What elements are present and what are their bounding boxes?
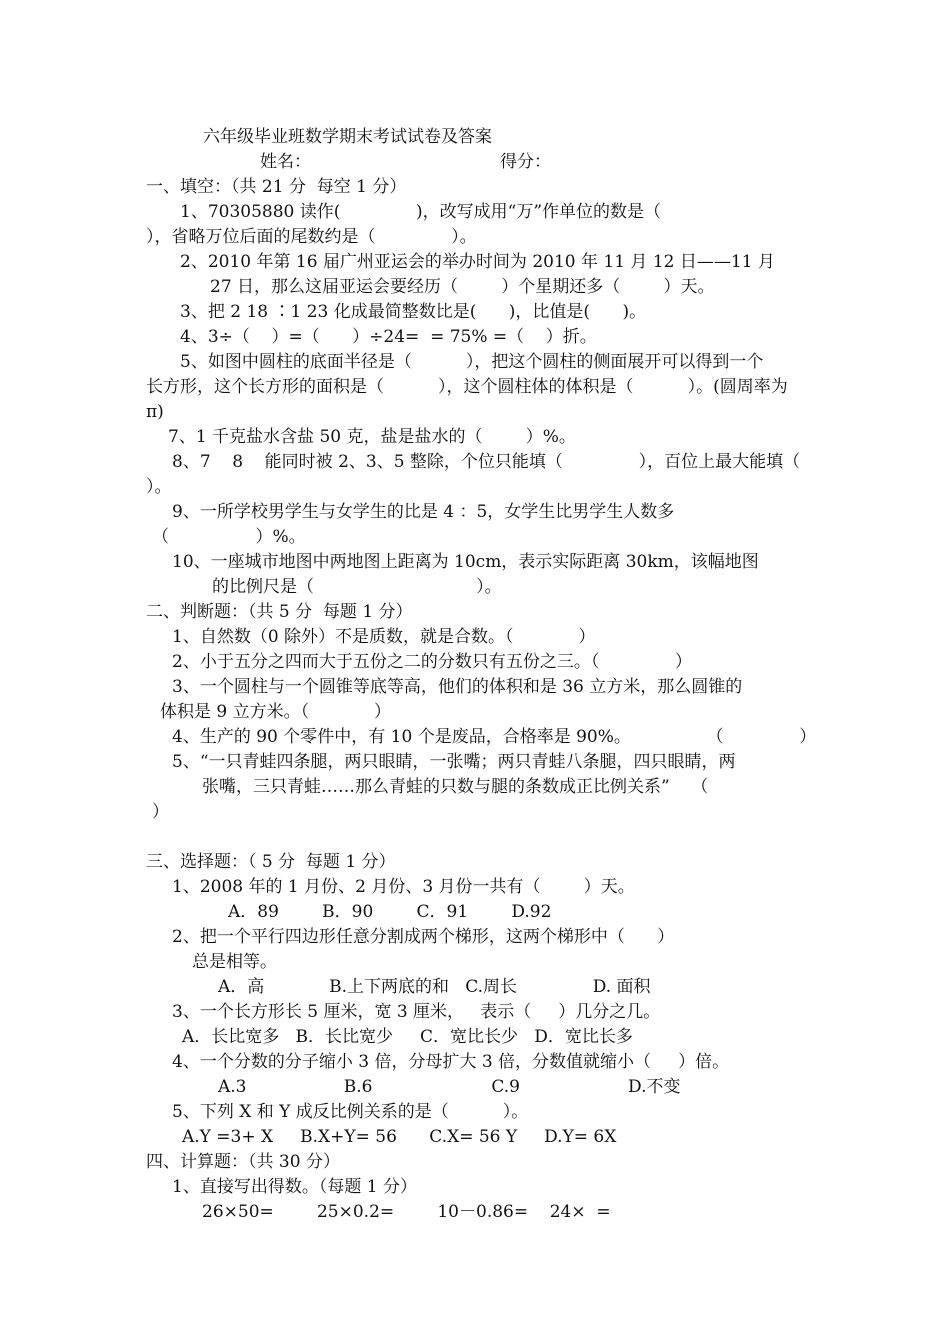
s2-q5-line3: ） bbox=[152, 802, 169, 822]
s1-q10-line1: 10、一座城市地图中两地图上距离为 10cm，表示实际距离 30km，该幅地图 bbox=[172, 552, 759, 572]
s3-q4: 4、一个分数的分子缩小 3 倍，分母扩大 3 倍，分数值就缩小（ ）倍。 bbox=[172, 1052, 730, 1072]
s1-q2-line1: 2、2010 年第 16 届广州亚运会的举办时间为 2010 年 11 月 12 日——11 月 bbox=[180, 252, 775, 272]
name-label: 姓名： bbox=[260, 152, 311, 172]
s3-q1: 1、2008 年的 1 月份、2 月份、3 月份一共有（ ）天。 bbox=[172, 877, 635, 897]
s2-q5-line2: 张嘴，三只青蛙……那么青蛙的只数与腿的条数成正比例关系” （ bbox=[202, 777, 709, 797]
s1-q3: 3、把 2 18 ∶1 23 化成最简整数比是( )，比值是( )。 bbox=[180, 302, 647, 322]
s4-q1-items: 26×50= 25×0.2= 10－0.86= 24× = bbox=[202, 1202, 611, 1222]
s1-q7: 7、1 千克盐水含盐 50 克，盐是盐水的（ ）%。 bbox=[168, 427, 576, 447]
s1-q4: 4、3÷（ ）=（ ）÷24= = 75% =（ ）折。 bbox=[180, 327, 597, 347]
s1-q5-line2: 长方形，这个长方形的面积是（ ），这个圆柱体的体积是（ ）。(圆周率为 bbox=[146, 377, 788, 397]
s4-q1: 1、直接写出得数。（每题 1 分） bbox=[172, 1177, 417, 1197]
s3-q4-options: A.3 B.6 C.9 D.不变 bbox=[218, 1077, 681, 1097]
s3-q2-line1: 2、把一个平行四边形任意分割成两个梯形，这两个梯形中（ ） bbox=[172, 927, 675, 947]
s1-q1-line2: ），省略万位后面的尾数约是（ ）。 bbox=[146, 227, 477, 247]
s3-q3-options: A．长比宽多 B．长比宽少 C．宽比长少 D．宽比长多 bbox=[182, 1027, 633, 1047]
s1-q2-line2: 27 日，那么这届亚运会要经历（ ）个星期还多（ ）天。 bbox=[210, 277, 715, 297]
s3-q1-options: A．89 B．90 C．91 D.92 bbox=[228, 902, 552, 922]
s3-q5-options: A.Y =3+ X B.X+Y= 56 C.X= 56 Y D.Y= 6X bbox=[182, 1127, 617, 1147]
section-2-heading: 二、判断题：（共 5 分 每题 1 分） bbox=[146, 602, 413, 622]
s3-q3: 3、一个长方形长 5 厘米，宽 3 厘米， 表示（ ）几分之几。 bbox=[172, 1002, 661, 1022]
s3-q5: 5、下列 X 和 Y 成反比例关系的是（ ）。 bbox=[172, 1102, 529, 1122]
s2-q2: 2、小于五分之四而大于五份之二的分数只有五份之三。（ ） bbox=[172, 652, 692, 672]
s1-q10-line2: 的比例尺是（ ）。 bbox=[212, 577, 502, 597]
page-title: 六年级毕业班数学期末考试试卷及答案 bbox=[203, 127, 492, 147]
s1-q8-line1: 8、7 8 能同时被 2、3、5 整除，个位只能填（ ），百位上最大能填（ bbox=[172, 452, 801, 472]
s1-q8-line2: ）。 bbox=[146, 477, 172, 497]
score-label: 得分： bbox=[500, 152, 551, 172]
s1-q9-line2: （ ）%。 bbox=[152, 527, 306, 547]
s3-q2-line2: 总是相等。 bbox=[192, 952, 277, 972]
s3-q2-options: A．高 B.上下两底的和 C.周长 D. 面积 bbox=[218, 977, 651, 997]
s2-q4: 4、生产的 90 个零件中，有 10 个是废品，合格率是 90%。 （ ） bbox=[172, 727, 817, 747]
section-3-heading: 三、选择题：（ 5 分 每题 1 分） bbox=[146, 852, 396, 872]
s2-q5-line1: 5、“一只青蛙四条腿，两只眼睛，一张嘴；两只青蛙八条腿，四只眼睛，两 bbox=[172, 752, 736, 772]
s2-q3-line2: 体积是 9 立方米。（ ） bbox=[160, 702, 391, 722]
s2-q1: 1、自然数（0 除外）不是质数，就是合数。（ ） bbox=[172, 627, 596, 647]
section-4-heading: 四、计算题：（共 30 分） bbox=[146, 1152, 340, 1172]
s1-q5-line1: 5、如图中圆柱的底面半径是（ ），把这个圆柱的侧面展开可以得到一个 bbox=[180, 352, 764, 372]
s1-q1-line1: 1、70305880 读作( )，改写成用“万”作单位的数是（ bbox=[180, 202, 662, 222]
section-1-heading: 一、填空：（共 21 分 每空 1 分） bbox=[146, 177, 407, 197]
s2-q3-line1: 3、一个圆柱与一个圆锥等底等高，他们的体积和是 36 立方米，那么圆锥的 bbox=[172, 677, 743, 697]
s1-q9-line1: 9、一所学校男学生与女学生的比是 4 ：5，女学生比男学生人数多 bbox=[172, 502, 675, 522]
s1-q5-line3: π) bbox=[146, 402, 164, 422]
